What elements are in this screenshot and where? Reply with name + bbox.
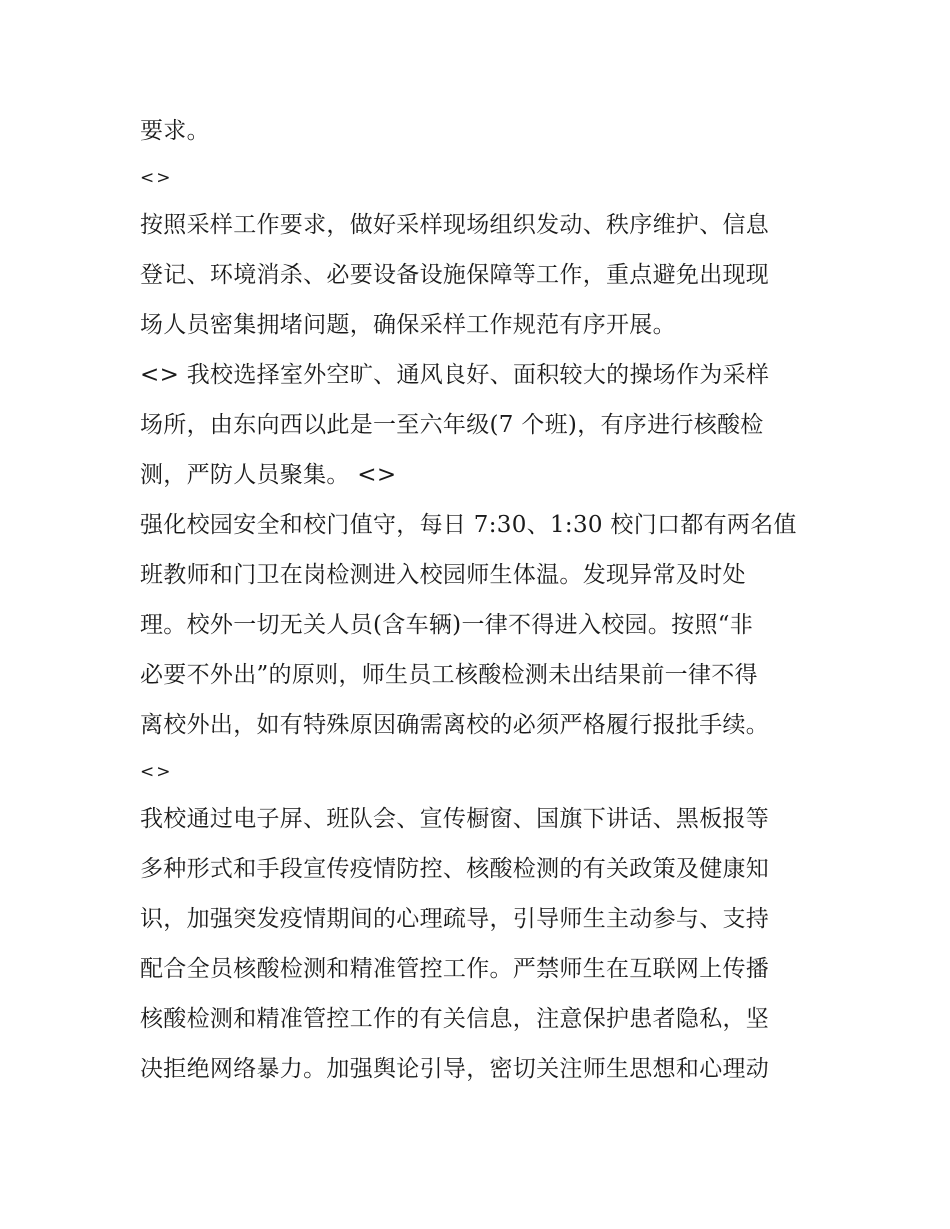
text-line: 场人员密集拥堵问题，确保采样工作规范有序开展。 [140, 312, 676, 338]
text-line: 要求。 [140, 118, 210, 144]
text-line: 离校外出，如有特殊原因确需离校的必须严格履行报批手续。 [140, 712, 770, 738]
section-marker: <> [140, 168, 173, 188]
text-line: 按照采样工作要求，做好采样现场组织发动、秩序维护、信息 [140, 212, 770, 238]
text-line: 识，加强突发疫情期间的心理疏导，引导师生主动参与、支持 [140, 906, 770, 932]
text-line: 我校通过电子屏、班队会、宣传橱窗、国旗下讲话、黑板报等 [140, 806, 770, 832]
text-line: <> 我校选择室外空旷、通风良好、面积较大的操场作为采样 [140, 362, 770, 388]
text-line: 登记、环境消杀、必要设备设施保障等工作，重点避免出现现 [140, 262, 770, 288]
text-line: 多种形式和手段宣传疫情防控、核酸检测的有关政策及健康知 [140, 856, 770, 882]
text-line: 必要不外出”的原则，师生员工核酸检测未出结果前一律不得 [140, 662, 758, 688]
text-line: 班教师和门卫在岗检测进入校园师生体温。发现异常及时处 [140, 562, 746, 588]
text-line: 配合全员核酸检测和精准管控工作。严禁师生在互联网上传播 [140, 956, 770, 982]
text-line: 核酸检测和精准管控工作的有关信息，注意保护患者隐私，坚 [140, 1006, 770, 1032]
text-line: 决拒绝网络暴力。加强舆论引导，密切关注师生思想和心理动 [140, 1056, 770, 1082]
text-line: 理。校外一切无关人员(含车辆)一律不得进入校园。按照“非 [140, 612, 754, 638]
text-line: 强化校园安全和校门值守，每日 7:30、1:30 校门口都有两名值 [140, 512, 797, 538]
text-line: 场所，由东向西以此是一至六年级(7 个班)，有序进行核酸检 [140, 412, 764, 438]
section-marker: <> [140, 762, 173, 782]
document-body [140, 106, 830, 1094]
text-line: 测，严防人员聚集。 <> [140, 462, 397, 488]
